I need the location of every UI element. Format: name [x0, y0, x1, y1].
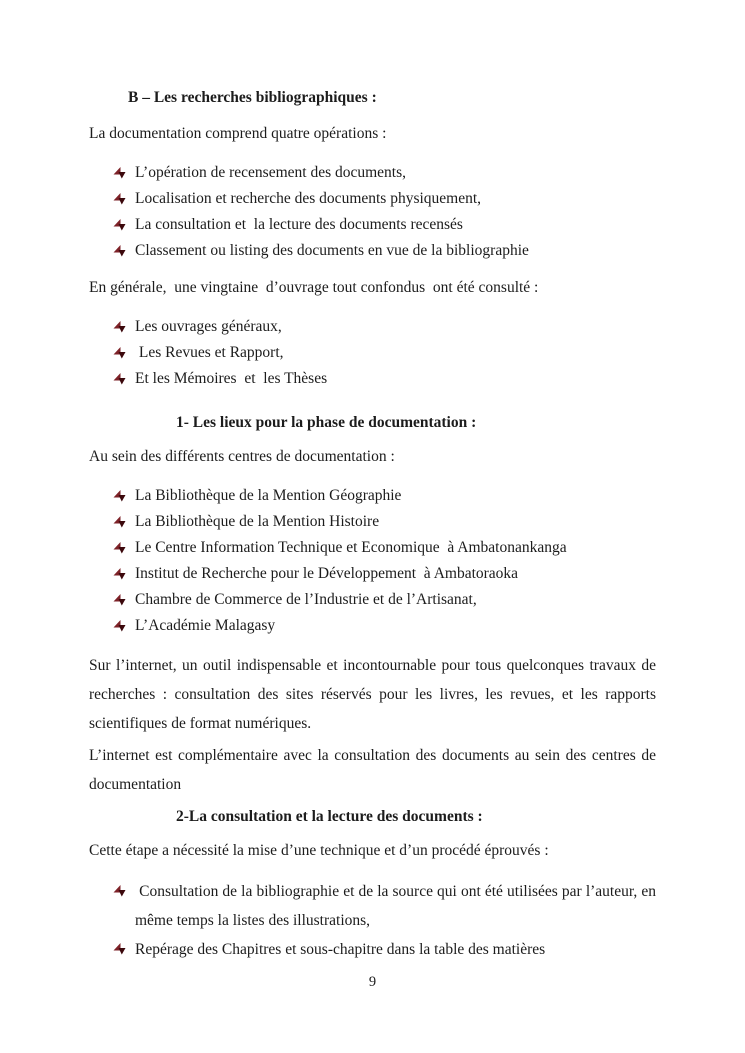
- list-item-text: Les Revues et Rapport,: [135, 344, 284, 361]
- section-heading-1: 1- Les lieux pour la phase de documentation :: [176, 414, 477, 431]
- bullet-list-centres: [89, 483, 656, 639]
- list-item: [113, 509, 656, 535]
- paragraph-intro: La documentation comprend quatre opérations :: [89, 125, 387, 142]
- arrow-bullet-icon: [113, 620, 126, 632]
- paragraph-internet-2: L’internet est complémentaire avec la consultation des documents au sein des centres de documentation: [89, 747, 660, 793]
- section-heading-b: B – Les recherches bibliographiques :: [128, 89, 377, 106]
- list-item: [113, 561, 656, 587]
- list-item-text: Le Centre Information Technique et Economique à Ambatonankanga: [135, 539, 567, 556]
- list-item-text: La Bibliothèque de la Mention Géographie: [135, 487, 402, 504]
- list-item: [113, 535, 656, 561]
- list-item: [113, 212, 656, 238]
- list-item-text: Consultation de la bibliographie et de la source qui ont été utilisées par l’auteur, en même temps la listes des illustrations,: [135, 883, 660, 929]
- arrow-bullet-icon: [113, 193, 126, 205]
- list-item: [113, 366, 656, 392]
- arrow-bullet-icon: [113, 321, 126, 333]
- list-item: [113, 613, 656, 639]
- arrow-bullet-icon: [113, 490, 126, 502]
- list-item-text: Institut de Recherche pour le Développement à Ambatoraoka: [135, 565, 519, 582]
- arrow-bullet-icon: [113, 542, 126, 554]
- bullet-list-technique: [89, 877, 660, 964]
- list-item-text: Et les Mémoires et les Thèses: [135, 370, 328, 387]
- arrow-bullet-icon: [113, 219, 126, 231]
- arrow-bullet-icon: [113, 594, 126, 606]
- arrow-bullet-icon: [113, 373, 126, 385]
- list-item-text: Localisation et recherche des documents physiquement,: [135, 190, 482, 207]
- page-number: 9: [368, 974, 377, 990]
- arrow-bullet-icon: [113, 245, 126, 257]
- paragraph-internet-1: Sur l’internet, un outil indispensable et incontournable pour tous quelconques travaux de recherches : consultation des sites réservés pour les livres, les revues, et les rapports scientifiques de format numériques.: [89, 657, 660, 732]
- list-item: [113, 186, 656, 212]
- list-item: [113, 587, 656, 613]
- bullet-list-operations: [89, 160, 656, 264]
- list-item: [113, 935, 656, 964]
- list-item: [113, 314, 656, 340]
- bullet-list-sources: [89, 314, 656, 392]
- list-item-text: Classement ou listing des documents en vue de la bibliographie: [135, 242, 529, 259]
- list-item-text: Repérage des Chapitres et sous-chapitre dans la table des matières: [135, 941, 546, 958]
- arrow-bullet-icon: [113, 943, 126, 955]
- section-heading-2: 2-La consultation et la lecture des documents :: [176, 808, 483, 825]
- arrow-bullet-icon: [113, 167, 126, 179]
- arrow-bullet-icon: [113, 516, 126, 528]
- arrow-bullet-icon: [113, 347, 126, 359]
- list-item: [113, 160, 656, 186]
- list-item-text: Chambre de Commerce de l’Industrie et de l’Artisanat,: [135, 591, 477, 608]
- list-item-text: La consultation et la lecture des documents recensés: [135, 216, 463, 233]
- list-item-text: L’Académie Malagasy: [135, 617, 276, 634]
- list-item: [113, 340, 656, 366]
- list-item: [113, 238, 656, 264]
- list-item-text: Les ouvrages généraux,: [135, 318, 282, 335]
- arrow-bullet-icon: [113, 568, 126, 580]
- list-item: [113, 877, 660, 935]
- list-item-text: La Bibliothèque de la Mention Histoire: [135, 513, 380, 530]
- paragraph-etape: Cette étape a nécessité la mise d’une technique et d’un procédé éprouvés :: [89, 842, 549, 859]
- paragraph-generale: En générale, une vingtaine d’ouvrage tout confondus ont été consulté :: [89, 279, 539, 296]
- paragraph-ausein: Au sein des différents centres de documentation :: [89, 448, 395, 465]
- list-item-text: L’opération de recensement des documents,: [135, 164, 407, 181]
- list-item: [113, 483, 656, 509]
- arrow-bullet-icon: [113, 885, 126, 897]
